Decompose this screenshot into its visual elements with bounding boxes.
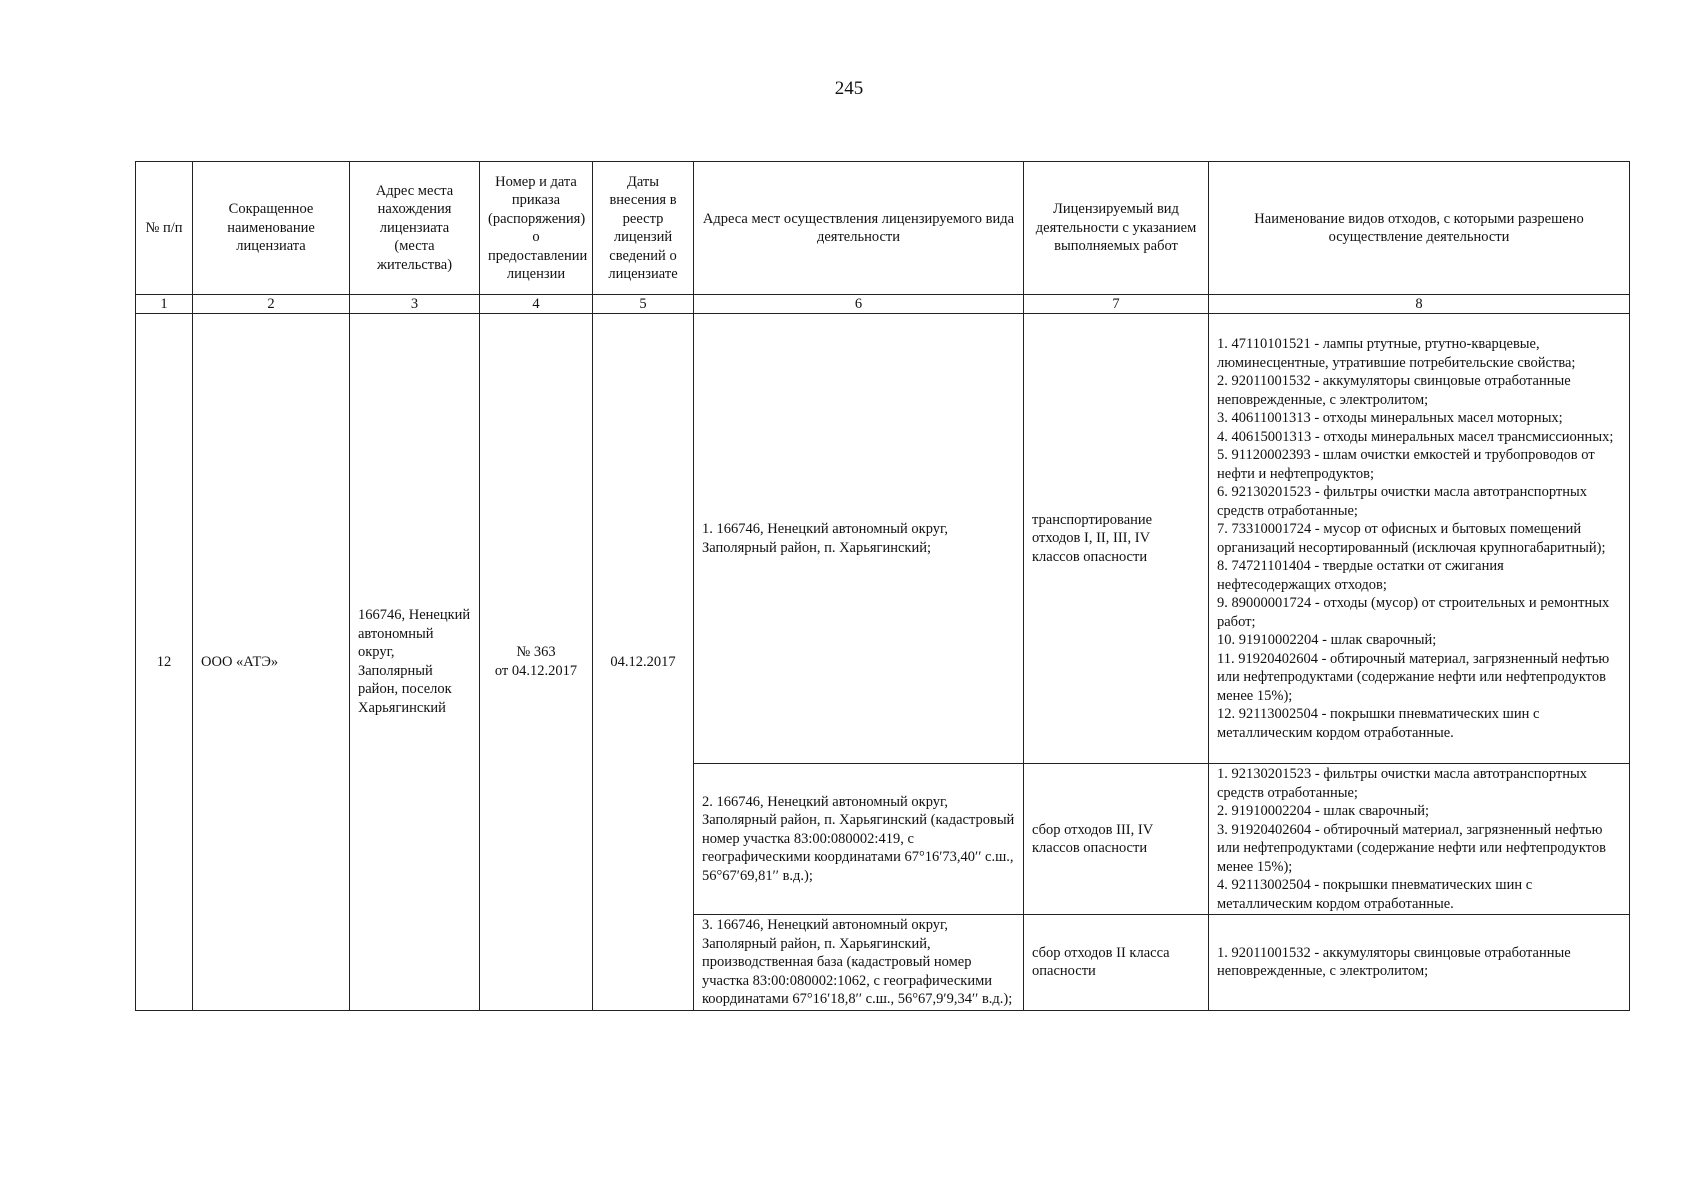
header-cell-activity: Лицензируемый вид деятельности с указанием выполняемых работ [1024,162,1209,295]
order-date: от 04.12.2017 [494,662,578,679]
activity-type: сбор отходов III, IV классов опасности [1024,764,1209,915]
list-item: 7. 73310001724 - мусор от офисных и бытовых помещений организаций несортированный (исключая крупногабаритный); [1217,521,1606,556]
license-registry-table [135,161,1630,1011]
waste-list-cell [1209,764,1630,915]
column-number: 3 [350,295,480,314]
order-number: № 363 [516,644,556,661]
site-address: 2. 166746, Ненецкий автономный округ, Заполярный район, п. Харьягинский (кадастровый номер участка 83:00:080002:419, с географическими координатами 67°16′73,40′′ с.ш., 56°67′69,81′′ в.д.); [694,764,1024,915]
record-number: 12 [136,314,193,1011]
column-number: 4 [480,295,593,314]
site-address: 1. 166746, Ненецкий автономный округ, Заполярный район, п. Харьягинский; [694,314,1024,764]
list-item: 11. 91920402604 - обтирочный материал, загрязненный нефтью или нефтепродуктами (содержание нефти или нефтепродуктов менее 15%); [1217,650,1610,704]
column-number: 6 [694,295,1024,314]
list-item: 8. 74721101404 - твердые остатки от сжигания нефтесодержащих отходов; [1217,558,1504,593]
list-item: 1. 92130201523 - фильтры очистки масла автотранспортных средств отработанные; [1217,766,1587,801]
list-item: 12. 92113002504 - покрышки пневматических шин с металлическим кордом отработанные. [1217,706,1540,741]
column-number: 2 [193,295,350,314]
column-number: 7 [1024,295,1209,314]
order-info [480,314,593,1011]
waste-list [1217,944,1621,981]
page-number: 245 [834,78,864,99]
list-item: 2. 92011001532 - аккумуляторы свинцовые отработанные неповрежденные, с электролитом; [1217,373,1571,408]
list-item: 1. 92011001532 - аккумуляторы свинцовые отработанные неповрежденные, с электролитом; [1217,944,1571,980]
list-item: 2. 91910002204 - шлак сварочный; [1217,803,1430,819]
header-cell-short-name: Сокращенное наименование лицензиата [193,162,350,295]
header-cell-order: Номер и дата приказа (распоряжения) о предоставлении лицензии [480,162,593,295]
header-cell-site-addresses: Адреса мест осуществления лицензируемого вида деятельности [694,162,1024,295]
list-item: 3. 91920402604 - обтирочный материал, загрязненный нефтью или нефтепродуктами (содержание нефти или нефтепродуктов менее 15%); [1217,821,1606,875]
header-cell-address: Адрес места нахождения лицензиата (места жительства) [350,162,480,295]
waste-list [1217,765,1621,913]
list-item: 9. 89000001724 - отходы (мусор) от строительных и ремонтных работ; [1217,595,1610,630]
list-item: 5. 91120002393 - шлам очистки емкостей и трубопроводов от нефти и нефтепродуктов; [1217,447,1595,482]
activity-type: транспортирование отходов I, II, III, IV классов опасности [1024,314,1209,764]
table-row [136,314,1630,764]
header-cell-registry-date: Даты внесения в реестр лицензий сведений о лицензиате [593,162,694,295]
list-item: 4. 92113002504 - покрышки пневматических шин с металлическим кордом отработанные. [1217,877,1533,912]
list-item: 6. 92130201523 - фильтры очистки масла автотранспортных средств отработанные; [1217,484,1587,519]
waste-list [1217,335,1621,742]
licensee-short-name: ООО «АТЭ» [193,314,350,1011]
column-number: 5 [593,295,694,314]
column-number: 1 [136,295,193,314]
list-item: 10. 91910002204 - шлак сварочный; [1217,632,1437,648]
registry-date: 04.12.2017 [593,314,694,1011]
header-cell-wastes: Наименование видов отходов, с которыми разрешено осуществление деятельности [1209,162,1630,295]
waste-list-cell [1209,314,1630,764]
licensee-address: 166746, Ненецкий автономный округ, Заполярный район, поселок Харьягинский [350,314,480,1011]
list-item: 3. 40611001313 - отходы минеральных масел моторных; [1217,410,1563,426]
site-address: 3. 166746, Ненецкий автономный округ, Заполярный район, п. Харьягинский, производственная база (кадастровый номер участка 83:00:080002:1062, с географическими координатами 67°16′18,8′′ с.ш., 56°67,9′9,34′′ в.д.); [694,915,1024,1011]
waste-list-cell [1209,915,1630,1011]
header-cell-number: № п/п [136,162,193,295]
list-item: 4. 40615001313 - отходы минеральных масел трансмиссионных; [1217,428,1614,445]
column-number: 8 [1209,295,1630,314]
header-row [136,162,1630,295]
column-number-row [136,295,1630,314]
list-item: 1. 47110101521 - лампы ртутные, ртутно-кварцевые, люминесцентные, утратившие потребительские свойства; [1217,336,1576,371]
activity-type: сбор отходов II класса опасности [1024,915,1209,1011]
